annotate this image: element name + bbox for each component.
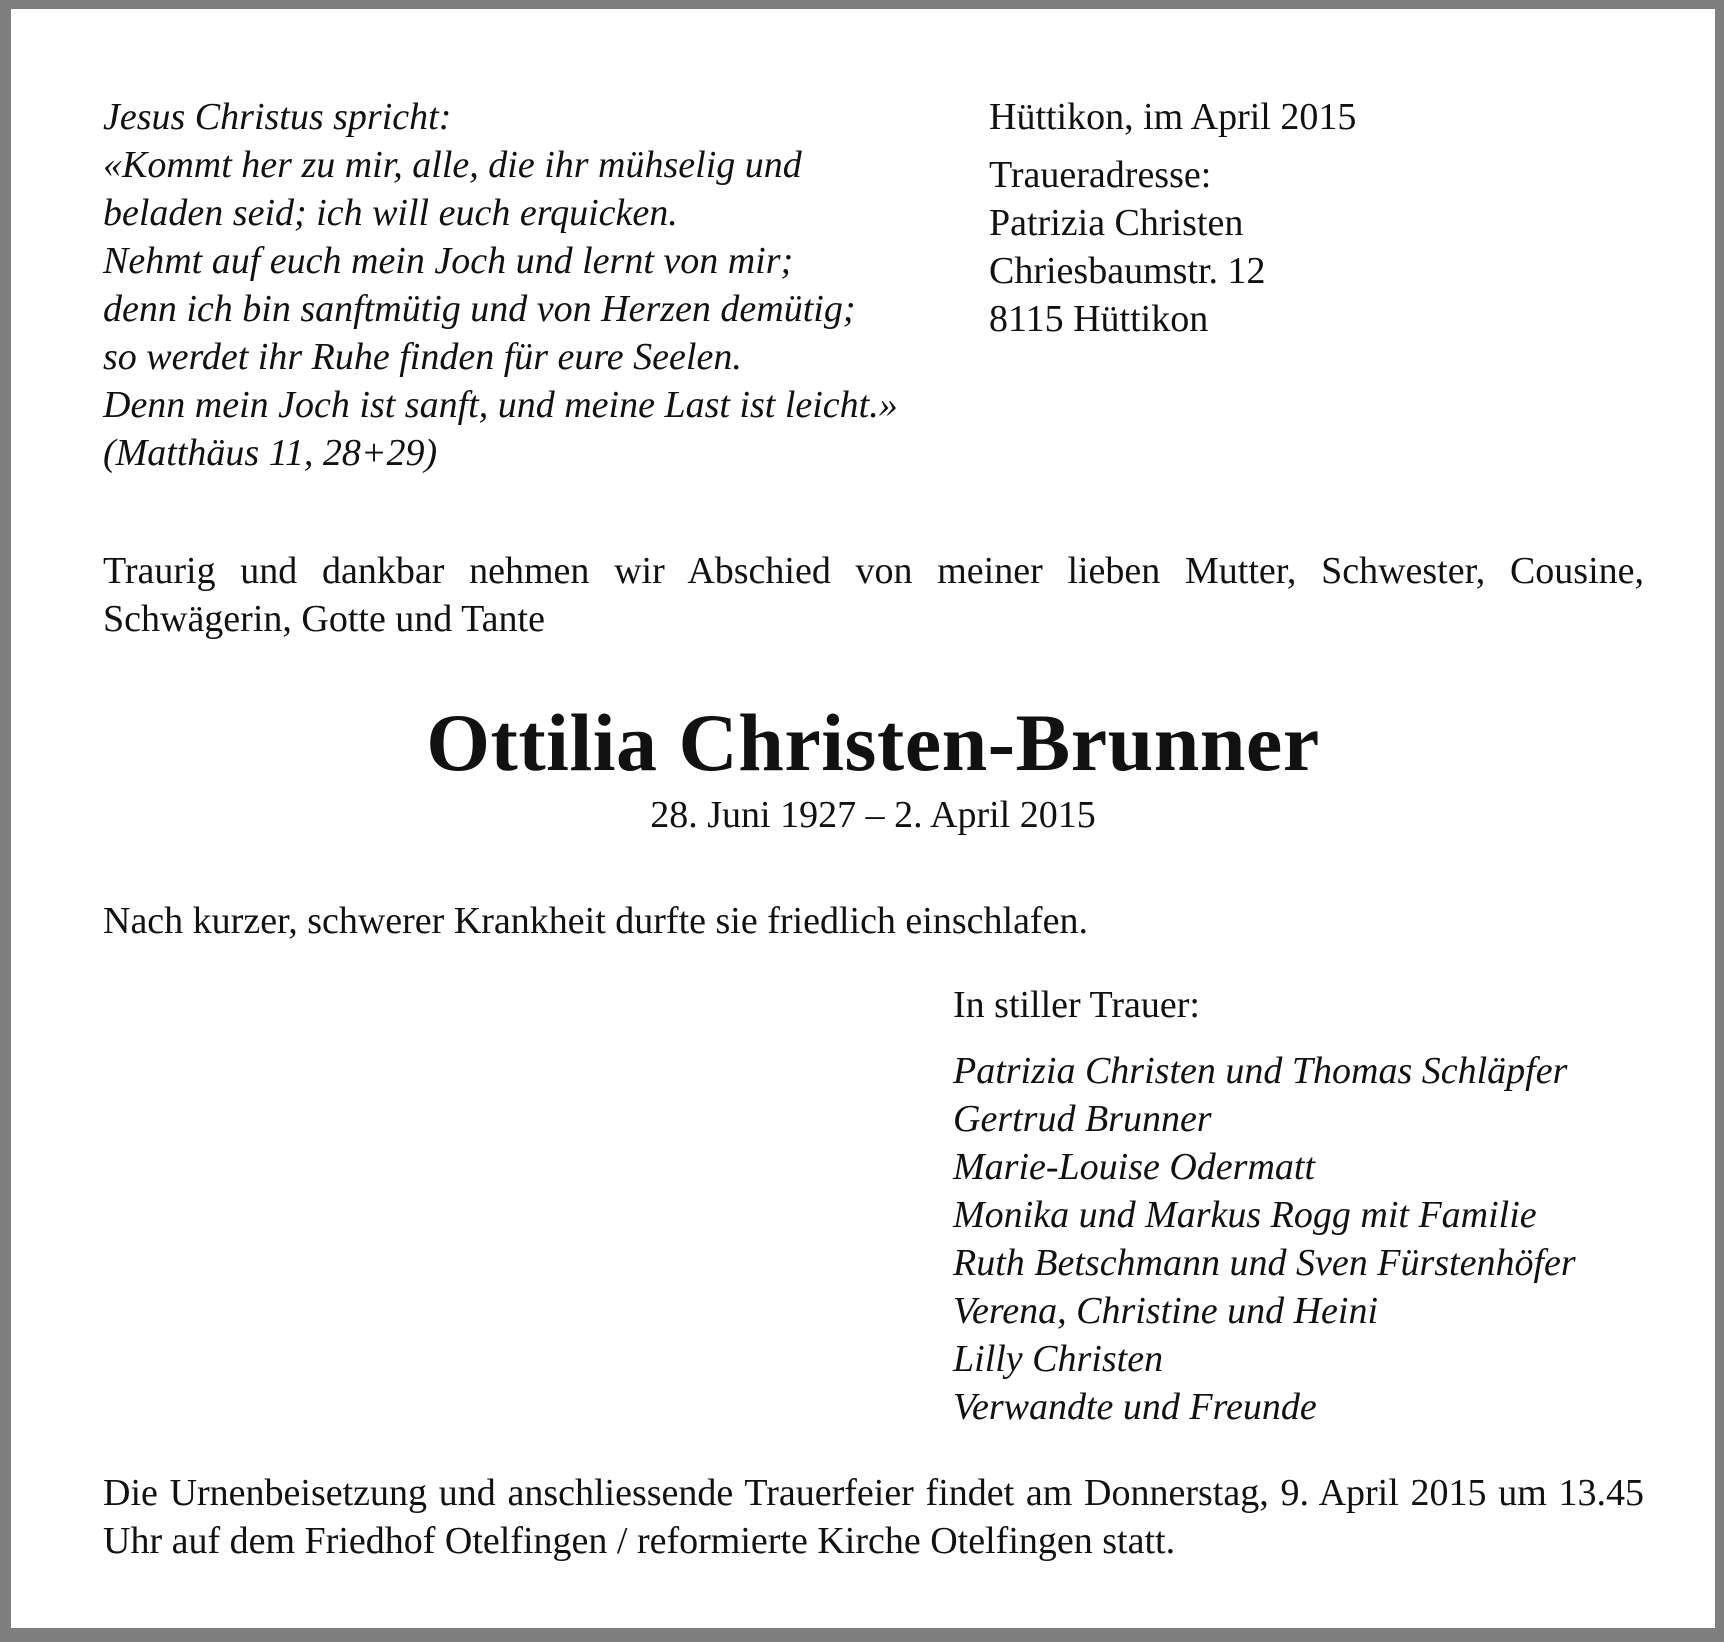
address-line: Chriesbaumstr. 12 — [989, 250, 1266, 292]
quote-line: so werdet ihr Ruhe finden für eure Seelen. — [103, 336, 742, 378]
quote-reference: (Matthäus 11, 28+29) — [103, 432, 438, 474]
mourner-name: Verwandte und Freunde — [953, 1386, 1317, 1428]
header-info — [989, 93, 1356, 343]
ceremony-info: Die Urnenbeisetzung und anschliessende Trauerfeier findet am Donnerstag, 9. April 2015 um 13.45 Uhr auf dem Friedhof Otelfingen / reformierte Kirche Otelfingen statt. — [103, 1472, 1644, 1562]
mourner-name: Verena, Christine und Heini — [953, 1290, 1378, 1332]
quote-line: denn ich bin sanftmütig und von Herzen demütig; — [103, 288, 856, 330]
mourners-heading: In stiller Trauer: — [953, 984, 1200, 1026]
mourner-name: Patrizia Christen und Thomas Schläpfer — [953, 1050, 1568, 1092]
lifespan-dates: 28. Juni 1927 – 2. April 2015 — [650, 794, 1096, 836]
quote-line: Jesus Christus spricht: — [103, 96, 452, 138]
mourner-name: Lilly Christen — [953, 1338, 1164, 1380]
address-line: Patrizia Christen — [989, 202, 1244, 244]
quote-line: Nehmt auf euch mein Joch und lernt von mir; — [103, 240, 794, 282]
mourner-name: Ruth Betschmann und Sven Fürstenhöfer — [953, 1242, 1576, 1284]
place-date: Hüttikon, im April 2015 — [989, 96, 1357, 138]
mourner-name: Marie-Louise Odermatt — [953, 1146, 1316, 1188]
mourner-name: Gertrud Brunner — [953, 1098, 1212, 1140]
passing-note: Nach kurzer, schwerer Krankheit durfte sie friedlich einschlafen. — [103, 900, 1088, 942]
intro-text: Traurig und dankbar nehmen wir Abschied von meiner lieben Mutter, Schwester, Cousine, Schwägerin, Gotte und Tante — [103, 550, 1644, 640]
bible-quote — [103, 93, 898, 477]
mourner-name: Monika und Markus Rogg mit Familie — [953, 1194, 1537, 1236]
deceased-name: Ottilia Christen-Brunner — [426, 697, 1320, 788]
address-label: Traueradresse: — [989, 154, 1212, 196]
mourners-block — [953, 981, 1576, 1431]
quote-line: beladen seid; ich will euch erquicken. — [103, 192, 678, 234]
quote-line: «Kommt her zu mir, alle, die ihr mühselig und — [103, 144, 802, 186]
address-line: 8115 Hüttikon — [989, 298, 1209, 340]
quote-line: Denn mein Joch ist sanft, und meine Last ist leicht.» — [103, 384, 898, 426]
mourners-list — [953, 1047, 1576, 1431]
